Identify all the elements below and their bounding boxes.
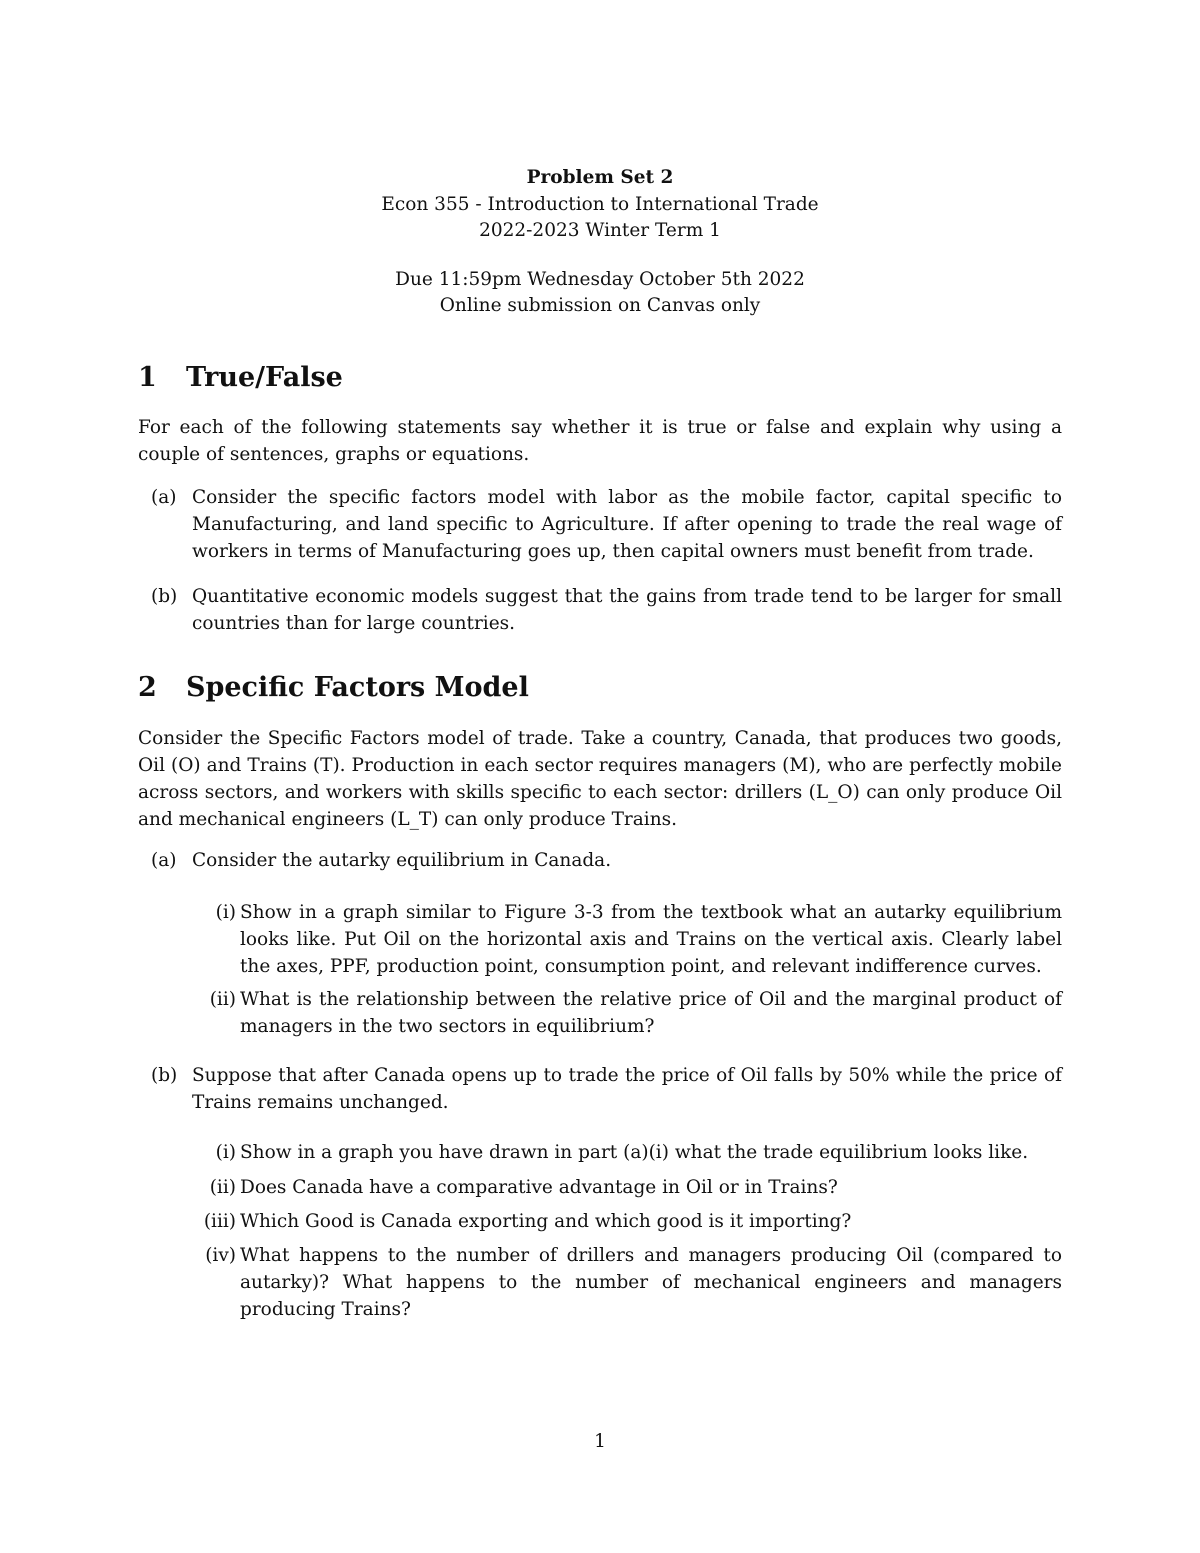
subquestion-text: What is the relationship between the relative price of Oil and the marginal product of managers in the two sectors in equilibrium? xyxy=(240,989,1062,1037)
subquestion-label: (iv) xyxy=(205,1245,236,1266)
question-2a-i xyxy=(192,899,1062,980)
question-2b xyxy=(138,1062,1062,1116)
subquestion-text: What happens to the number of drillers and managers producing Oil (compared to autarky)? What happens to the number of mechanical engineers and managers producing Trains? xyxy=(240,1245,1062,1320)
question-2b-iii xyxy=(192,1208,1062,1235)
subquestion-label: (ii) xyxy=(209,989,236,1010)
subquestion-label: (iii) xyxy=(203,1211,236,1232)
page-number: 1 xyxy=(594,1431,606,1452)
section-2-heading xyxy=(138,672,529,704)
term: 2022-2023 Winter Term 1 xyxy=(479,220,721,241)
question-text: Consider the autarky equilibrium in Canada. xyxy=(192,850,612,871)
question-1b xyxy=(138,583,1062,637)
question-text: Quantitative economic models suggest that the gains from trade tend to be larger for small countries than for large countries. xyxy=(192,586,1062,634)
subquestion-label: (ii) xyxy=(209,1177,236,1198)
subquestion-text: Show in a graph you have drawn in part (a)(i) what the trade equilibrium looks like. xyxy=(240,1142,1029,1163)
section-1-title: True/False xyxy=(186,362,343,393)
course-name: Econ 355 - Introduction to International Trade xyxy=(381,193,819,215)
section-1-number: 1 xyxy=(138,362,157,393)
document-title: Problem Set 2 xyxy=(526,167,674,188)
section-2-intro xyxy=(138,725,1062,833)
question-1a xyxy=(138,484,1062,565)
section-2-number: 2 xyxy=(138,672,157,703)
section-1-heading xyxy=(138,362,343,394)
question-2a-ii xyxy=(192,986,1062,1040)
subquestion-text: Does Canada have a comparative advantage in Oil or in Trains? xyxy=(240,1177,838,1198)
question-2b-iv xyxy=(192,1242,1062,1323)
document-header xyxy=(0,165,1200,320)
section-2-intro-text: Consider the Specific Factors model of trade. Take a country, Canada, that produces two goods, Oil (O) and Trains (T). Production in each sector requires managers (M), who are perfectly mobile across sectors, and workers with skills specific to each sector: drillers (L_O) can only produce Oil and mechanical engineers (L_T) can only produce Trains. xyxy=(138,728,1062,830)
due-date: Due 11:59pm Wednesday October 5th 2022 xyxy=(395,268,805,290)
question-text: Consider the specific factors model with labor as the mobile factor, capital specific to Manufacturing, and land specific to Agriculture. If after opening to trade the real wage of workers in terms of Manufacturing goes up, then capital owners must benefit from trade. xyxy=(192,487,1062,562)
question-2a xyxy=(138,847,1062,874)
section-2-title: Specific Factors Model xyxy=(186,672,529,703)
question-2b-i xyxy=(192,1139,1062,1166)
section-1-intro: For each of the following statements say whether it is true or false and explain why using a couple of sentences, graphs or equations. xyxy=(138,417,1062,465)
question-text: Suppose that after Canada opens up to trade the price of Oil falls by 50% while the price of Trains remains unchanged. xyxy=(192,1065,1062,1113)
question-label: (a) xyxy=(151,850,177,871)
subquestion-text: Which Good is Canada exporting and which good is it importing? xyxy=(240,1211,852,1232)
question-2b-ii xyxy=(192,1174,1062,1201)
question-label: (a) xyxy=(151,487,177,508)
submission-note: Online submission on Canvas only xyxy=(439,295,761,316)
question-label: (b) xyxy=(151,586,178,607)
subquestion-label: (i) xyxy=(215,1142,236,1163)
subquestion-label: (i) xyxy=(215,902,236,923)
subquestion-text: Show in a graph similar to Figure 3-3 from the textbook what an autarky equilibrium looks like. Put Oil on the horizontal axis and Trains on the vertical axis. Clearly label the axes, PPF, production point, consumption point, and relevant indifference curves. xyxy=(240,902,1062,977)
question-label: (b) xyxy=(151,1065,178,1086)
